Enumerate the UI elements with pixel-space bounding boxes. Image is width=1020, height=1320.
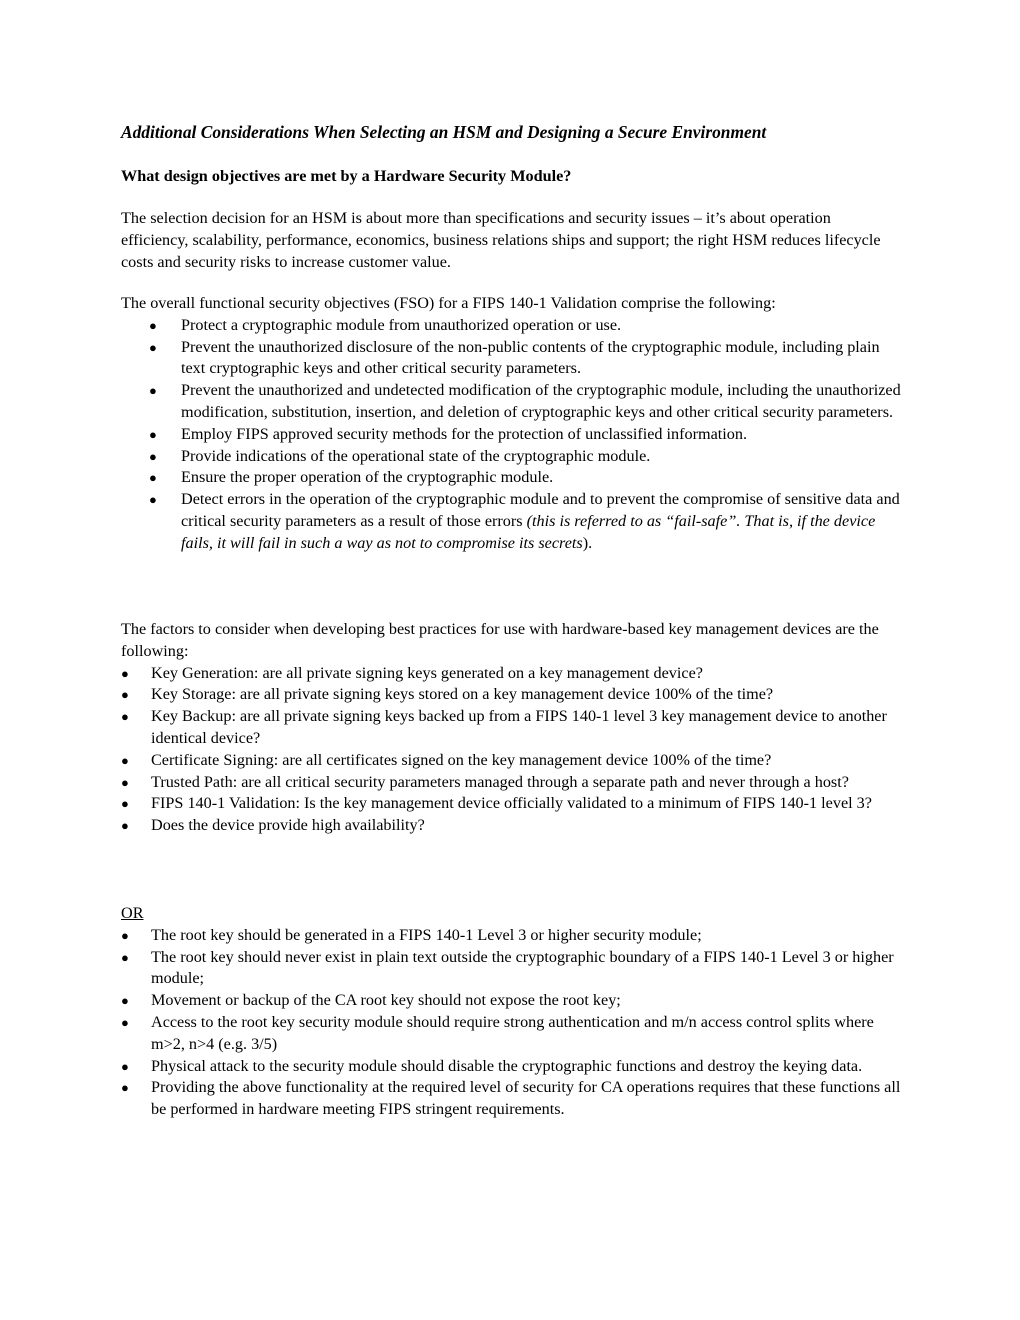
list-item: ● The root key should never exist in plain text outside the cryptographic boundary of a FIPS 140-1 Level 3 or higher module; (121, 947, 894, 988)
or-label: OR (121, 904, 144, 922)
intro-paragraph: The selection decision for an HSM is about more than specifications and security issues – it’s about operation efficiency, scalability, performance, economics, business relations ships and support; the right HSM reduces lifecycle costs and security risks to increase customer value. (121, 209, 881, 271)
list-item: ● Ensure the proper operation of the cryptographic module. (121, 467, 901, 489)
list-item: ● Key Backup: are all private signing keys backed up from a FIPS 140-1 level 3 key management device to another identical device? (121, 707, 887, 747)
list-item: ● The root key should be generated in a FIPS 140-1 Level 3 or higher security module; (121, 925, 901, 947)
fso-list (121, 315, 901, 555)
list-item: ● FIPS 140-1 Validation: Is the key management device officially validated to a minimum of FIPS 140-1 level 3? (121, 793, 901, 815)
bullet-icon: ● (121, 665, 129, 681)
list-item: ● Key Generation: are all private signing keys generated on a key management device? (121, 663, 901, 685)
bullet-icon: ● (121, 993, 129, 1009)
list-item: ● Prevent the unauthorized and undetected modification of the cryptographic module, including the unauthorized modification, substitution, insertion, and deletion of cryptographic keys and other critical security parameters. (149, 381, 901, 421)
bullet-icon: ● (121, 796, 129, 812)
bullet-icon: ● (121, 949, 129, 965)
root-key-section (121, 903, 901, 1121)
list-item: ● Trusted Path: are all critical security parameters managed through a separate path and never through a host? (121, 772, 901, 794)
factors-intro: The factors to consider when developing best practices for use with hardware-based key management devices are the following: (121, 620, 879, 660)
fso-section (121, 293, 901, 555)
list-item: ● Does the device provide high availability? (121, 815, 901, 837)
list-item: ● Detect errors in the operation of the cryptographic module and to prevent the compromise of sensitive data and critical security parameters as a result of those errors (this is referred to as “fail-safe”. That is, if the device fails, it will fail in such a way as not to compromise its secrets). (149, 490, 900, 552)
bullet-icon: ● (121, 687, 129, 703)
fail-safe-note: (this is referred to as “fail-safe”. That is, if the device fails, it will fail in such a way as not to compromise its secrets (181, 511, 876, 552)
bullet-icon: ● (121, 752, 129, 768)
list-item: ● Physical attack to the security module should disable the cryptographic functions and destroy the keying data. (121, 1056, 901, 1078)
list-item: ● Provide indications of the operational state of the cryptographic module. (121, 446, 901, 468)
bullet-icon: ● (149, 492, 157, 508)
factors-list (121, 663, 901, 837)
list-item: ● Movement or backup of the CA root key should not expose the root key; (121, 990, 901, 1012)
bullet-icon: ● (149, 339, 157, 355)
intro-paragraph-block (121, 208, 901, 273)
bullet-icon: ● (121, 818, 129, 834)
list-item: ● Protect a cryptographic module from unauthorized operation or use. (121, 315, 901, 337)
list-item: ● Employ FIPS approved security methods for the protection of unclassified information. (121, 424, 901, 446)
root-key-list (121, 925, 901, 1121)
bullet-icon: ● (149, 383, 157, 399)
bullet-icon: ● (121, 709, 129, 725)
bullet-icon: ● (149, 470, 157, 486)
list-item: ● Certificate Signing: are all certificates signed on the key management device 100% of the time? (121, 750, 901, 772)
bullet-icon: ● (121, 1014, 129, 1030)
bullet-icon: ● (149, 317, 157, 333)
fso-intro: The overall functional security objectives (FSO) for a FIPS 140-1 Validation comprise the following: (121, 294, 776, 312)
section-heading: What design objectives are met by a Hardware Security Module? (121, 167, 572, 185)
bullet-icon: ● (121, 1058, 129, 1074)
factors-section (121, 619, 901, 837)
list-item: ● Access to the root key security module should require strong authentication and m/n access control splits where m>2, n>4 (e.g. 3/5) (121, 1012, 874, 1053)
list-item: ● Providing the above functionality at the required level of security for CA operations requires that these functions all be performed in hardware meeting FIPS stringent requirements. (121, 1078, 901, 1119)
bullet-icon: ● (121, 927, 129, 943)
bullet-icon: ● (121, 1080, 129, 1096)
list-item: ● Key Storage: are all private signing keys stored on a key management device 100% of the time? (121, 684, 901, 706)
document-title: Additional Considerations When Selecting an HSM and Designing a Secure Environment (121, 122, 767, 142)
bullet-icon: ● (149, 448, 157, 464)
list-item: ● Prevent the unauthorized disclosure of the non-public contents of the cryptographic module, including plain text cryptographic keys and other critical security parameters. (149, 337, 880, 378)
bullet-icon: ● (121, 774, 129, 790)
bullet-icon: ● (149, 426, 157, 442)
